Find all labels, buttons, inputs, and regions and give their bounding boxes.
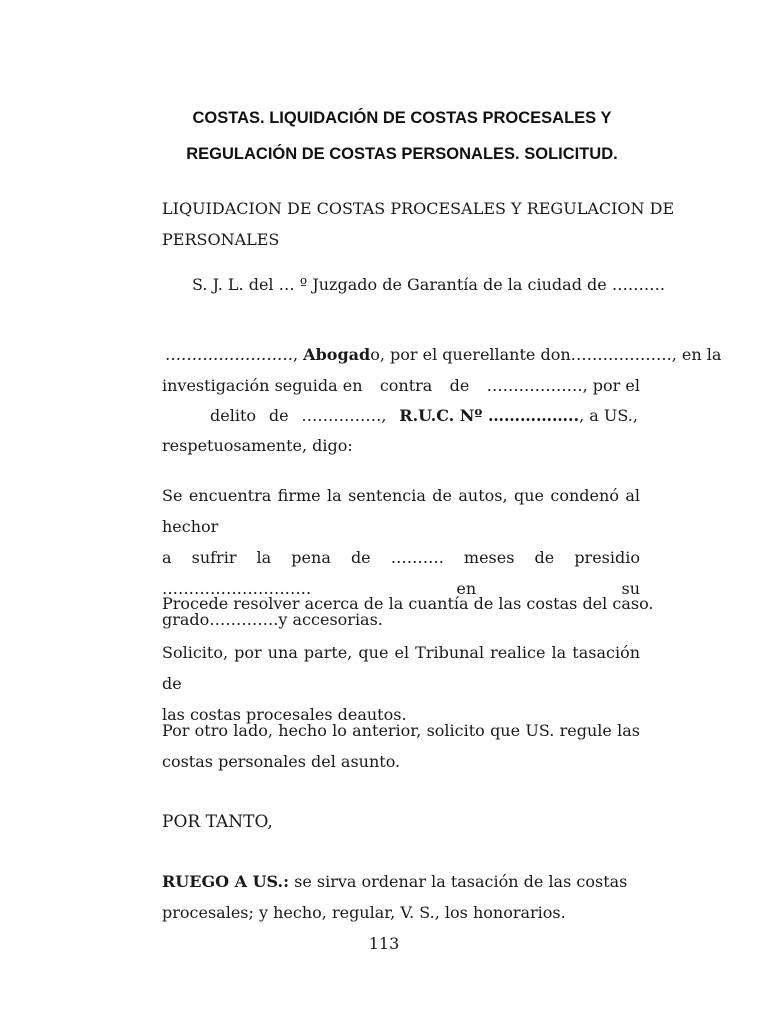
paragraph-procede: Procede resolver acerca de la cuantía de las costas del caso. bbox=[162, 594, 654, 613]
por-tanto-heading: POR TANTO, bbox=[162, 812, 273, 832]
paragraph-solicito-line-2: las costas procesales deautos. bbox=[162, 705, 407, 724]
intro-abogado: Abogad bbox=[303, 345, 371, 364]
petition-ruego: RUEGO A US.: bbox=[162, 872, 290, 891]
paragraph-por-otro-lado bbox=[162, 715, 640, 777]
intro-line-2 bbox=[162, 376, 640, 395]
section-heading bbox=[162, 193, 675, 255]
intro-blank-name: ……………………, bbox=[165, 345, 304, 364]
intro-contra: contra bbox=[379, 376, 433, 395]
intro-ruc bbox=[399, 406, 638, 425]
petition-line-1 bbox=[162, 866, 640, 897]
section-heading-line-2: PERSONALES bbox=[162, 230, 280, 249]
paragraph-solicito-line-1: Solicito, por una parte, que el Tribunal realice la tasación de bbox=[162, 643, 640, 693]
intro-delito: delito bbox=[210, 406, 257, 425]
paragraph-por-otro-lado-line-2: costas personales del asunto. bbox=[162, 752, 401, 771]
section-heading-line-1: LIQUIDACION DE COSTAS PROCESALES Y REGULACION DE bbox=[162, 199, 675, 218]
intro-de-2: de bbox=[268, 406, 289, 425]
paragraph-por-otro-lado-line-1: Por otro lado, hecho lo anterior, solicito que US. regule las bbox=[162, 721, 640, 740]
intro-blank-defendant: ………………, por el bbox=[486, 376, 640, 395]
intro-blank-crime: ……………, bbox=[301, 406, 387, 425]
petition-line-2: procesales; y hecho, regular, V. S., los honorarios. bbox=[162, 903, 566, 922]
paragraph-sentencia-line-2: a sufrir la pena de ………. meses de presidio ………………………. en su bbox=[162, 548, 640, 598]
intro-line-3 bbox=[210, 406, 638, 425]
intro-line-4: respetuosamente, digo: bbox=[162, 436, 353, 455]
intro-investigacion: investigación seguida en bbox=[162, 376, 363, 395]
addressee: S. J. L. del … º Juzgado de Garantía de la ciudad de ………. bbox=[192, 275, 665, 294]
paragraph-sentencia-line-1: Se encuentra firme la sentencia de autos, que condenó al hechor bbox=[162, 486, 640, 536]
intro-a-us: , a US., bbox=[579, 406, 638, 425]
intro-de: de bbox=[449, 376, 470, 395]
intro-line-1 bbox=[165, 345, 722, 364]
petition-line-1-text: se sirva ordenar la tasación de las costas bbox=[289, 872, 628, 891]
document-title-line-1: COSTAS. LIQUIDACIÓN DE COSTAS PROCESALES Y bbox=[192, 109, 612, 127]
paragraph-sentencia-line-3: grado………….y accesorias. bbox=[162, 610, 383, 629]
petition-paragraph bbox=[162, 866, 640, 928]
page-number: 113 bbox=[368, 934, 400, 953]
ruc-label: R.U.C. Nº …………….. bbox=[399, 406, 580, 425]
intro-querellante: o, por el querellante don………………., en la bbox=[370, 345, 722, 364]
document-title-line-2: REGULACIÓN DE COSTAS PERSONALES. SOLICITUD. bbox=[186, 145, 618, 163]
